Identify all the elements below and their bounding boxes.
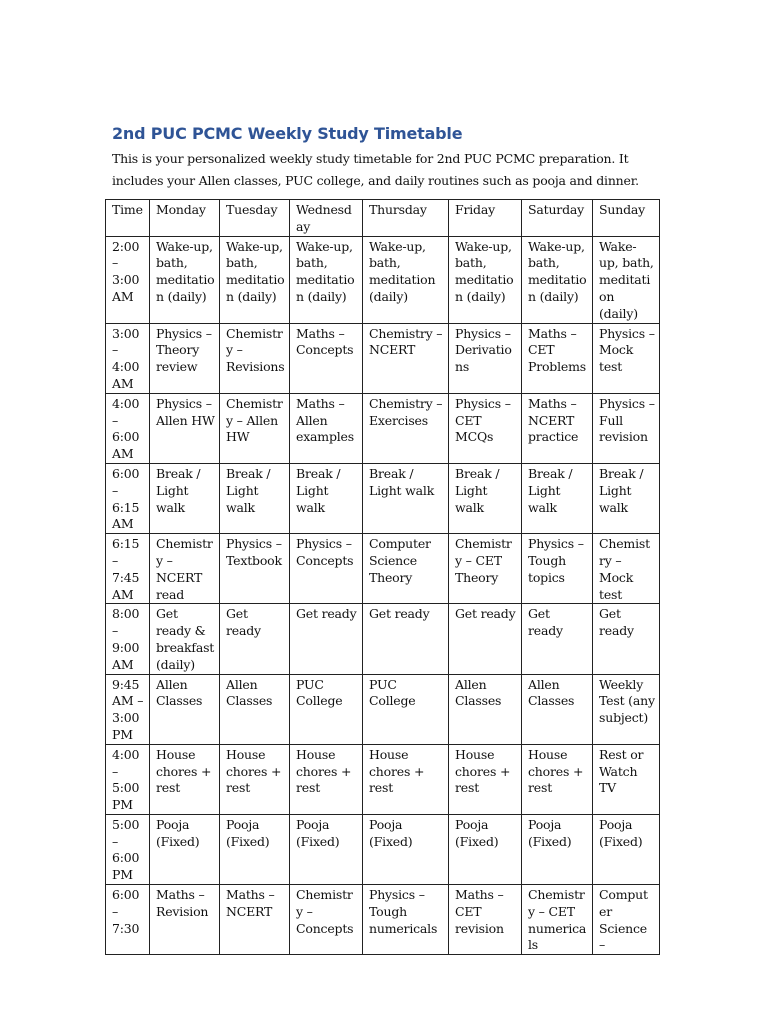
- table-cell: Allen Classes: [522, 674, 593, 744]
- table-cell: Pooja (Fixed): [522, 814, 593, 884]
- table-row: [106, 885, 660, 955]
- table-cell: Chemistry – Concepts: [290, 885, 363, 955]
- header-cell: Time: [106, 200, 150, 237]
- table-cell: Physics – Derivations: [449, 323, 522, 393]
- table-cell: Rest or Watch TV: [593, 744, 660, 814]
- table-cell: Physics – Full revision: [593, 393, 660, 463]
- table-cell: Chemistry – CET numericals: [522, 885, 593, 955]
- table-cell: Maths – NCERT: [220, 885, 290, 955]
- table-row: [106, 236, 660, 323]
- table-cell: Physics – Theory review: [150, 323, 220, 393]
- table-row: [106, 604, 660, 674]
- time-slot-cell: 6:00 – 6:15 AM: [106, 463, 150, 533]
- table-cell: Weekly Test (any subject): [593, 674, 660, 744]
- header-cell: Tuesday: [220, 200, 290, 237]
- table-cell: Break / Light walk: [593, 463, 660, 533]
- table-cell: Break / Light walk: [449, 463, 522, 533]
- table-cell: Physics – Concepts: [290, 534, 363, 604]
- table-cell: House chores + rest: [449, 744, 522, 814]
- table-cell: Pooja (Fixed): [290, 814, 363, 884]
- table-cell: Get ready: [290, 604, 363, 674]
- header-cell: Saturday: [522, 200, 593, 237]
- table-cell: Get ready & breakfast (daily): [150, 604, 220, 674]
- table-cell: Get ready: [449, 604, 522, 674]
- table-header-row: [106, 200, 660, 237]
- header-cell: Monday: [150, 200, 220, 237]
- table-cell: Wake-up, bath, meditation (daily): [220, 236, 290, 323]
- table-cell: Wake-up, bath, meditation (daily): [290, 236, 363, 323]
- table-cell: Chemistry – Allen HW: [220, 393, 290, 463]
- table-row: [106, 814, 660, 884]
- table-cell: Physics – Textbook: [220, 534, 290, 604]
- table-cell: Pooja (Fixed): [363, 814, 449, 884]
- table-cell: Break / Light walk: [363, 463, 449, 533]
- table-cell: Physics – Allen HW: [150, 393, 220, 463]
- table-cell: Wake-up, bath, meditation (daily): [522, 236, 593, 323]
- table-row: [106, 323, 660, 393]
- table-row: [106, 463, 660, 533]
- document-title: 2nd PUC PCMC Weekly Study Timetable: [112, 124, 463, 143]
- table-cell: Maths – Allen examples: [290, 393, 363, 463]
- table-cell: House chores + rest: [290, 744, 363, 814]
- table-cell: Maths – Revision: [150, 885, 220, 955]
- table-cell: Get ready: [363, 604, 449, 674]
- table-cell: Allen Classes: [150, 674, 220, 744]
- table-cell: Allen Classes: [220, 674, 290, 744]
- timetable-table: [105, 199, 660, 955]
- table-cell: Pooja (Fixed): [593, 814, 660, 884]
- table-cell: PUC College: [363, 674, 449, 744]
- table-cell: Break / Light walk: [150, 463, 220, 533]
- table-row: [106, 534, 660, 604]
- table-cell: Pooja (Fixed): [220, 814, 290, 884]
- table-row: [106, 674, 660, 744]
- table-cell: Maths – CET revision: [449, 885, 522, 955]
- table-cell: Chemistry – CET Theory: [449, 534, 522, 604]
- table-cell: Break / Light walk: [522, 463, 593, 533]
- table-cell: Break / Light walk: [220, 463, 290, 533]
- table-cell: Chemistry – NCERT: [363, 323, 449, 393]
- time-slot-cell: 4:00 – 5:00 PM: [106, 744, 150, 814]
- table-cell: Get ready: [220, 604, 290, 674]
- table-cell: PUC College: [290, 674, 363, 744]
- time-slot-cell: 9:45 AM – 3:00 PM: [106, 674, 150, 744]
- table-cell: Chemistry – Revisions: [220, 323, 290, 393]
- time-slot-cell: 6:00 – 7:30: [106, 885, 150, 955]
- table-cell: Maths – Concepts: [290, 323, 363, 393]
- table-cell: Wake-up, bath, meditation (daily): [363, 236, 449, 323]
- time-slot-cell: 3:00 – 4:00 AM: [106, 323, 150, 393]
- table-cell: Computer Science –: [593, 885, 660, 955]
- time-slot-cell: 6:15 – 7:45 AM: [106, 534, 150, 604]
- table-cell: Physics – Tough topics: [522, 534, 593, 604]
- header-cell: Friday: [449, 200, 522, 237]
- table-cell: Pooja (Fixed): [449, 814, 522, 884]
- table-cell: Wake-up, bath, meditation (daily): [593, 236, 660, 323]
- time-slot-cell: 8:00 – 9:00 AM: [106, 604, 150, 674]
- table-cell: Wake-up, bath, meditation (daily): [150, 236, 220, 323]
- header-cell: Thursday: [363, 200, 449, 237]
- intro-paragraph: This is your personalized weekly study timetable for 2nd PUC PCMC preparation. It includes your Allen classes, PUC college, and daily routines such as pooja and dinner.: [112, 151, 639, 188]
- table-cell: Computer Science Theory: [363, 534, 449, 604]
- table-cell: Physics – Tough numericals: [363, 885, 449, 955]
- time-slot-cell: 2:00 – 3:00 AM: [106, 236, 150, 323]
- table-cell: Maths – CET Problems: [522, 323, 593, 393]
- table-cell: Physics – Mock test: [593, 323, 660, 393]
- table-cell: House chores + rest: [363, 744, 449, 814]
- table-cell: Physics – CET MCQs: [449, 393, 522, 463]
- table-cell: House chores + rest: [150, 744, 220, 814]
- time-slot-cell: 5:00 – 6:00 PM: [106, 814, 150, 884]
- table-cell: Wake-up, bath, meditation (daily): [449, 236, 522, 323]
- table-row: [106, 744, 660, 814]
- table-cell: Maths – NCERT practice: [522, 393, 593, 463]
- table-row: [106, 393, 660, 463]
- table-cell: Break / Light walk: [290, 463, 363, 533]
- time-slot-cell: 4:00 – 6:00 AM: [106, 393, 150, 463]
- table-cell: Get ready: [593, 604, 660, 674]
- header-cell: Wednesday: [290, 200, 363, 237]
- table-cell: Chemistry – NCERT read: [150, 534, 220, 604]
- header-cell: Sunday: [593, 200, 660, 237]
- table-cell: House chores + rest: [522, 744, 593, 814]
- table-cell: Get ready: [522, 604, 593, 674]
- table-cell: Allen Classes: [449, 674, 522, 744]
- table-cell: Pooja (Fixed): [150, 814, 220, 884]
- table-cell: House chores + rest: [220, 744, 290, 814]
- table-cell: Chemistry – Mock test: [593, 534, 660, 604]
- table-cell: Chemistry – Exercises: [363, 393, 449, 463]
